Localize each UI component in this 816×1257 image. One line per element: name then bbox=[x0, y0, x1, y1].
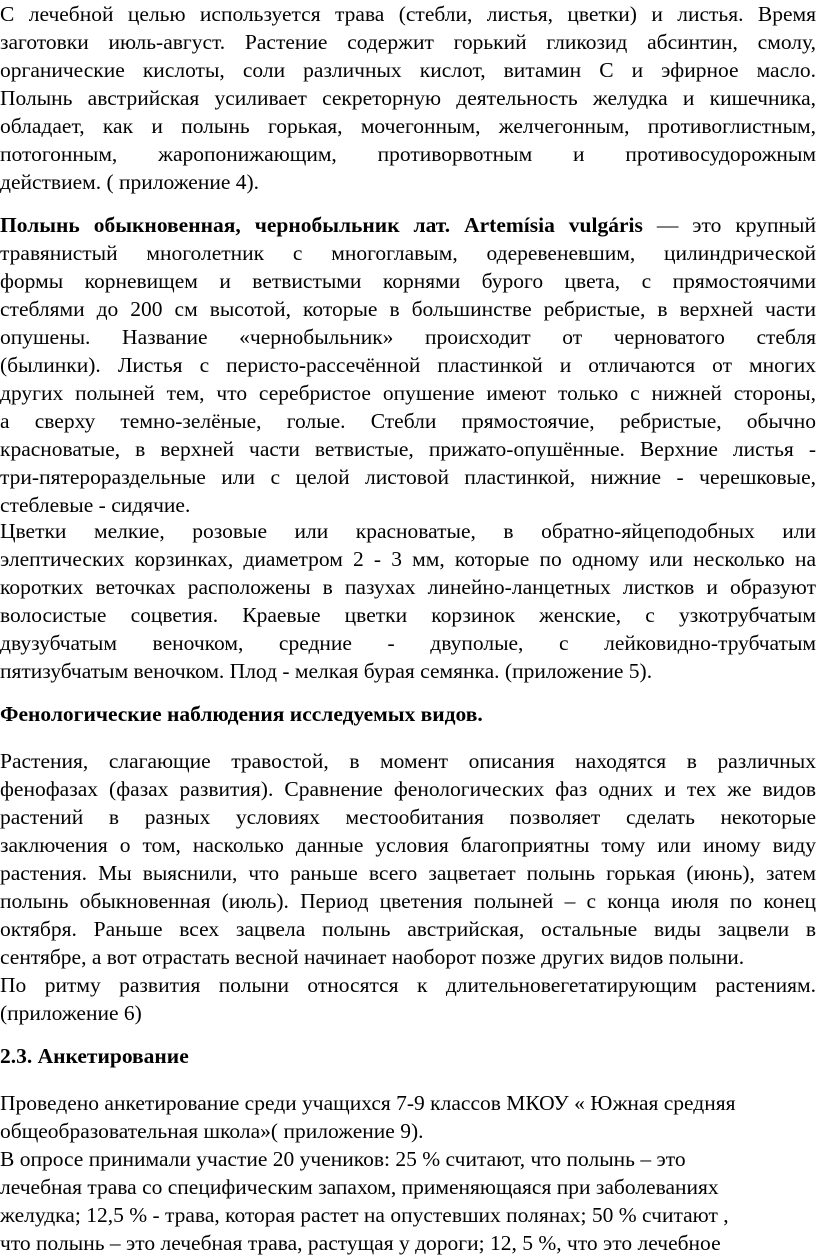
text-line: три-пятерораздельные или с целой листовой пластинкой, нижние - черешковые, bbox=[0, 465, 816, 489]
section-heading: Фенологические наблюдения исследуемых видов. bbox=[0, 702, 483, 726]
text-line: потогонным, жаропонижающим, противорвотным и противосудорожным bbox=[0, 142, 816, 166]
text-line: опушены. Название «чернобыльник» происходит от черноватого стебля bbox=[0, 325, 816, 349]
text-line: двузубчатым веночком, средние - двуполые, с лейковидно-трубчатым bbox=[0, 631, 816, 655]
text-line: Растения, слагающие травостой, в момент описания находятся в различных bbox=[0, 749, 816, 773]
text-line: травянистый многолетник с многоглавым, одеревеневшим, цилиндрической bbox=[0, 241, 816, 265]
text-line: заключения о том, насколько данные условия благоприятны тому или иному виду bbox=[0, 833, 816, 857]
text-line: (приложение 6) bbox=[0, 1001, 142, 1025]
text-line: органические кислоты, соли различных кислот, витамин С и эфирное масло. bbox=[0, 58, 816, 82]
text-line: стеблями до 200 см высотой, которые в большинстве ребристые, в верхней части bbox=[0, 297, 816, 321]
text-line: действием. ( приложение 4). bbox=[0, 170, 260, 194]
text-line: сентябре, а вот отрастать весной начинает наоборот позже других видов полыни. bbox=[0, 945, 745, 969]
text-line: а сверху темно-зелёные, голые. Стебли прямостоячие, ребристые, обычно bbox=[0, 409, 816, 433]
text-line: общеобразовательная школа»( приложение 9). bbox=[0, 1119, 424, 1143]
text-line bbox=[0, 211, 816, 239]
text-line: обладает, как и полынь горькая, мочегонным, желчегонным, противоглистным, bbox=[0, 114, 816, 138]
text-line: (былинки). Листья с перисто-рассечённой пластинкой и отличаются от многих bbox=[0, 353, 816, 377]
text-line: растения. Мы выяснили, что раньше всего зацветает полынь горькая (июнь), затем bbox=[0, 861, 816, 885]
text-line: полынь обыкновенная (июль). Период цветения полыней – с конца июля по конец bbox=[0, 889, 816, 913]
text-line: заготовки июль-август. Растение содержит горький гликозид абсинтин, смолу, bbox=[0, 30, 816, 54]
text-line: коротких веточках расположены в пазухах линейно-ланцетных листков и образуют bbox=[0, 575, 816, 599]
text-line: Цветки мелкие, розовые или красноватые, в обратно-яйцеподобных или bbox=[0, 519, 816, 543]
text-line: Полынь австрийская усиливает секреторную деятельность желудка и кишечника, bbox=[0, 86, 816, 110]
text-line: С лечебной целью используется трава (стебли, листья, цветки) и листья. Время bbox=[0, 2, 816, 26]
text-line: Проведено анкетирование среди учащихся 7-9 классов МКОУ « Южная средняя bbox=[0, 1091, 736, 1115]
text-line: растений в разных условиях местообитания позволяет сделать некоторые bbox=[0, 805, 816, 829]
text-line: желудка; 12,5 % - трава, которая растет на опустевших полянах; 50 % считают , bbox=[0, 1203, 729, 1227]
section-heading: 2.3. Анкетирование bbox=[0, 1044, 189, 1068]
text-line: формы корневищем и ветвистыми корнями бурого цвета, с прямостоячими bbox=[0, 269, 816, 293]
text-line: элептических корзинках, диаметром 2 - 3 мм, которые по одному или несколько на bbox=[0, 547, 816, 571]
species-name: Полынь обыкновенная, чернобыльник лат. Artemísia vulgáris bbox=[0, 213, 643, 237]
text-fragment: — это крупный bbox=[642, 213, 816, 237]
text-line: пятизубчатым веночком. Плод - мелкая бурая семянка. (приложение 5). bbox=[0, 659, 653, 683]
text-line: В опросе принимали участие 20 учеников: 25 % считают, что полынь – это bbox=[0, 1147, 686, 1171]
text-line: что полынь – это лечебная трава, растущая у дороги; 12, 5 %, что это лечебное bbox=[0, 1231, 721, 1255]
text-line: фенофазах (фазах развития). Сравнение фенологических фаз одних и тех же видов bbox=[0, 777, 816, 801]
text-line: По ритму развития полыни относятся к длительновегетатирующим растениям. bbox=[0, 973, 816, 997]
text-line: стеблевые - сидячие. bbox=[0, 493, 191, 517]
text-line: красноватые, в верхней части ветвистые, прижато-опушённые. Верхние листья - bbox=[0, 437, 816, 461]
text-line: других полыней тем, что серебристое опушение имеют только с нижней стороны, bbox=[0, 381, 816, 405]
text-line: октября. Раньше всех зацвела полынь австрийская, остальные виды зацвели в bbox=[0, 917, 816, 941]
text-line: лечебная трава со специфическим запахом, применяющаяся при заболеваниях bbox=[0, 1175, 719, 1199]
text-line: волосистые соцветия. Краевые цветки корзинок женские, с узкотрубчатым bbox=[0, 603, 816, 627]
